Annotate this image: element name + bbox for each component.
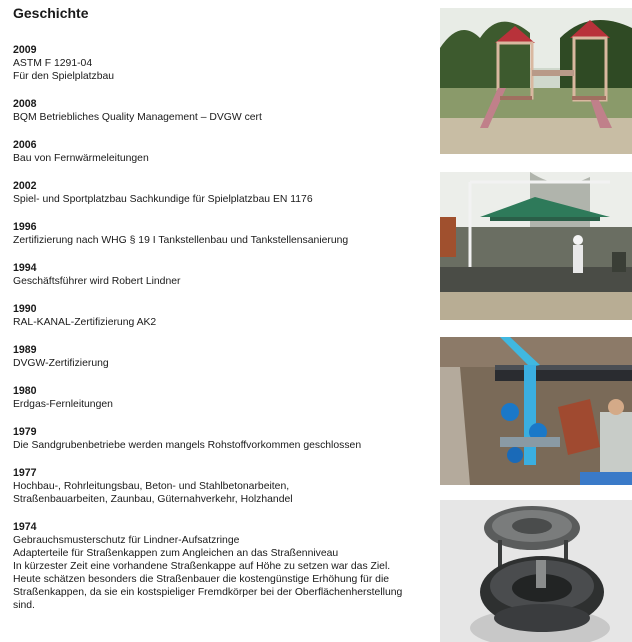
entry-year: 2006 <box>13 139 37 151</box>
entry-text: In kürzester Zeit eine vorhandene Straßenkappe auf Höhe zu setzen war das Ziel. <box>13 561 391 572</box>
history-entry <box>13 467 428 506</box>
page-title: Geschichte <box>13 5 89 21</box>
history-entry <box>13 221 428 247</box>
entry-year: 1980 <box>13 385 37 397</box>
playground-photo <box>440 8 632 154</box>
history-entry <box>13 262 428 288</box>
entry-year: 1974 <box>13 521 37 533</box>
pipe-construction-photo <box>440 337 632 485</box>
sports-court-photo <box>440 172 632 320</box>
manhole-adapter-photo <box>440 500 632 642</box>
entry-text: Gebrauchsmusterschutz für Lindner-Aufsatzringe <box>13 535 240 546</box>
entry-text: Geschäftsführer wird Robert Lindner <box>13 276 181 287</box>
entry-text: sind. <box>13 600 35 611</box>
history-timeline <box>13 44 428 627</box>
entry-text: Straßenkappen, da sie ein kostspieliger Fremdkörper bei der Oberflächenherstellung <box>13 587 403 598</box>
entry-text: BQM Betriebliches Quality Management – DVGW cert <box>13 112 262 123</box>
entry-year: 1979 <box>13 426 37 438</box>
entry-text: ASTM F 1291-04 <box>13 58 93 69</box>
history-entry <box>13 139 428 165</box>
history-entry <box>13 521 428 612</box>
entry-year: 1989 <box>13 344 37 356</box>
entry-text: Hochbau-, Rohrleitungsbau, Beton- und Stahlbetonarbeiten, <box>13 481 290 492</box>
entry-text: Heute schätzen besonders die Straßenbauer die kostengünstige Erhöhung für die <box>13 574 390 585</box>
entry-text: Die Sandgrubenbetriebe werden mangels Rohstoffvorkommen geschlossen <box>13 440 362 451</box>
entry-text: Erdgas-Fernleitungen <box>13 399 113 410</box>
entry-year: 1990 <box>13 303 37 315</box>
history-entry <box>13 426 428 452</box>
entry-text: Zertifizierung nach WHG § 19 I Tankstellenbau und Tankstellensanierung <box>13 235 349 246</box>
entry-text: RAL-KANAL-Zertifizierung AK2 <box>13 317 157 328</box>
history-entry <box>13 303 428 329</box>
entry-text: Spiel- und Sportplatzbau Sachkundige für Spielplatzbau EN 1176 <box>13 194 313 205</box>
entry-text: Bau von Fernwärmeleitungen <box>13 153 149 164</box>
entry-year: 1996 <box>13 221 37 233</box>
entry-year: 2002 <box>13 180 37 192</box>
history-entry <box>13 180 428 206</box>
entry-year: 2009 <box>13 44 37 56</box>
entry-text: Adapterteile für Straßenkappen zum Angleichen an das Straßenniveau <box>13 548 339 559</box>
entry-text: DVGW-Zertifizierung <box>13 358 109 369</box>
history-entry <box>13 344 428 370</box>
history-entry <box>13 98 428 124</box>
history-entry <box>13 44 428 83</box>
history-entry <box>13 385 428 411</box>
entry-text: Für den Spielplatzbau <box>13 71 115 82</box>
entry-year: 1977 <box>13 467 37 479</box>
entry-year: 1994 <box>13 262 37 274</box>
entry-text: Straßenbauarbeiten, Zaunbau, Güternahverkehr, Holzhandel <box>13 494 293 505</box>
entry-year: 2008 <box>13 98 37 110</box>
